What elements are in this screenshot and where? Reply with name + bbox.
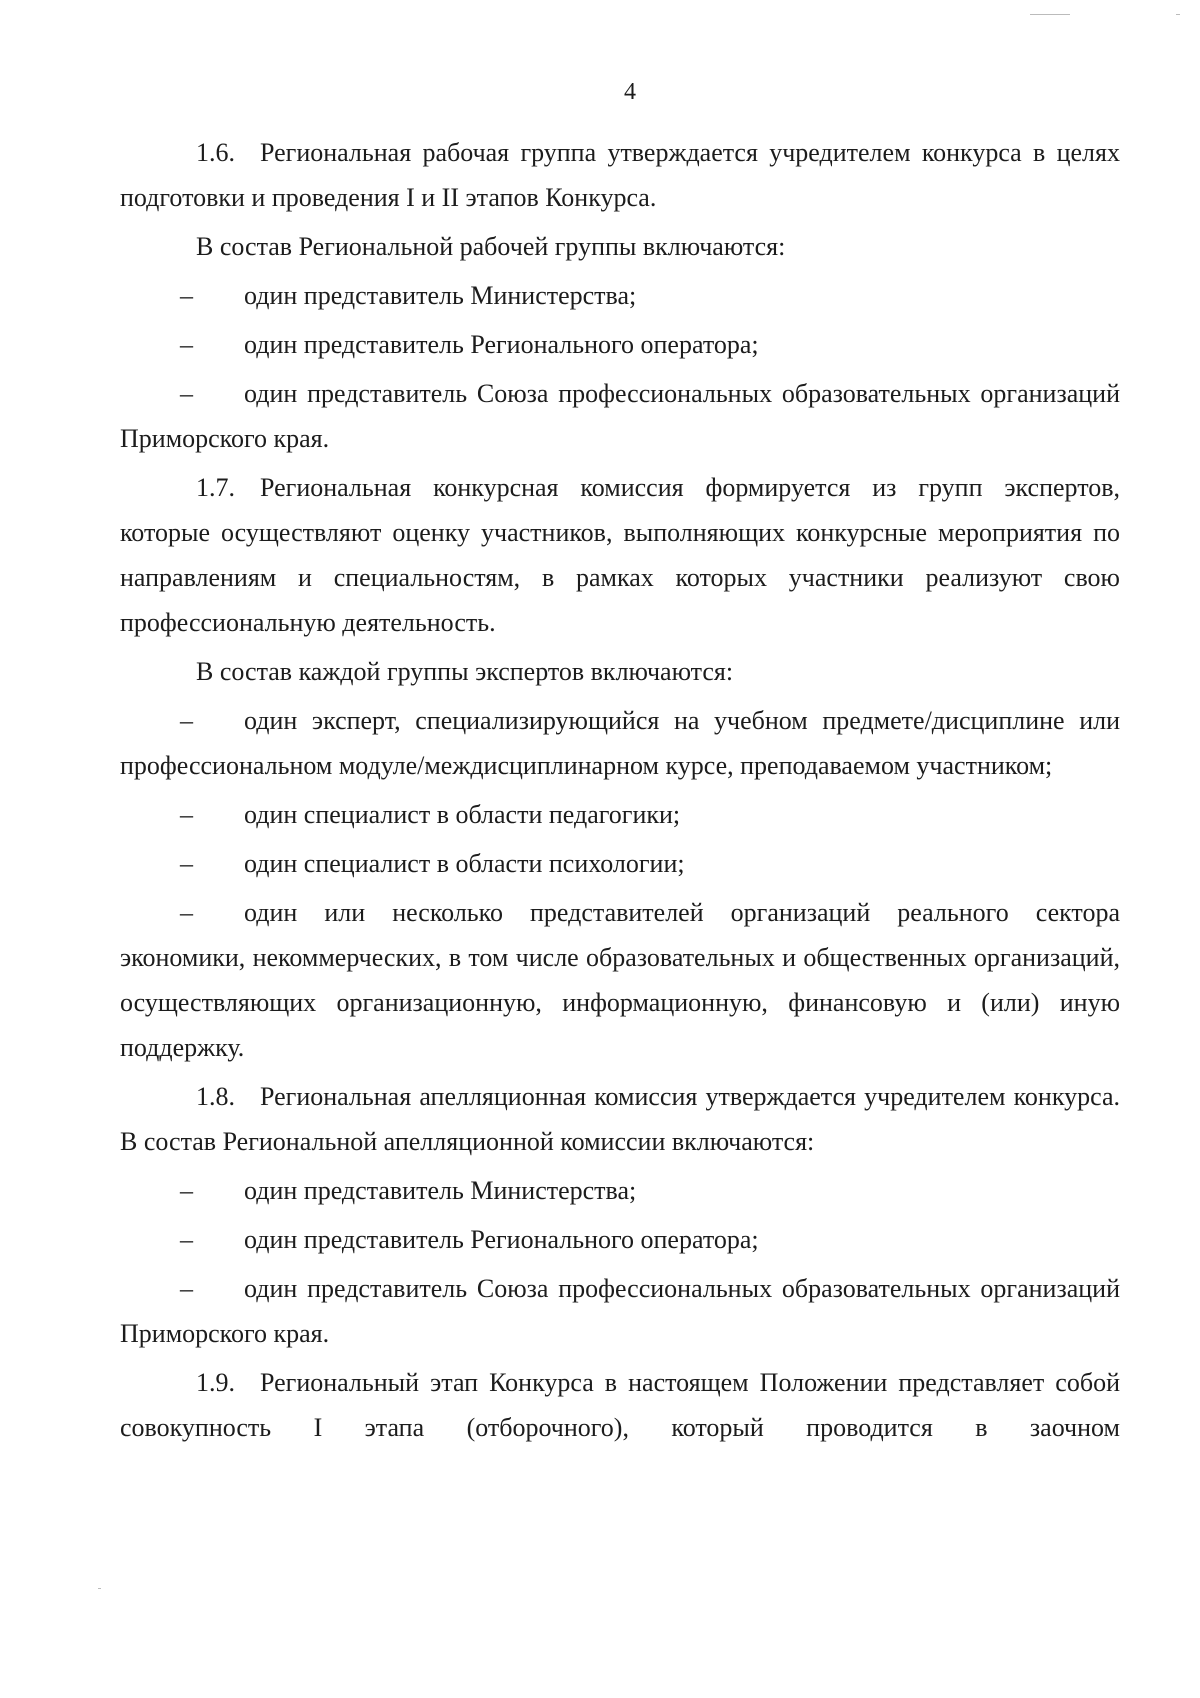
list-item xyxy=(120,890,1120,1070)
dash-marker: – xyxy=(180,849,193,878)
list-item xyxy=(120,1217,1120,1262)
document-body xyxy=(120,130,1120,1454)
paragraph-text: Региональная апелляционная комиссия утверждается учредителем конкурса. В состав Региональной апелляционной комиссии включаются: xyxy=(120,1082,1120,1156)
paragraph-1-8 xyxy=(120,1074,1120,1164)
dash-marker: – xyxy=(180,800,193,829)
list-item xyxy=(120,273,1120,318)
list-intro: В состав каждой группы экспертов включаются: xyxy=(196,657,734,686)
paragraph-1-6 xyxy=(120,130,1120,220)
list-item xyxy=(120,322,1120,367)
dash-marker: – xyxy=(180,898,193,927)
paragraph-number: 1.7. xyxy=(196,473,235,502)
dash-marker: – xyxy=(180,281,193,310)
list-item-text: один специалист в области педагогики; xyxy=(244,800,681,829)
paragraph-text: Региональный этап Конкурса в настоящем Положении представляет собой совокупность I этапа (отборочного), который проводится в заочном xyxy=(120,1368,1120,1442)
list-item-text: один представитель Союза профессиональных образовательных организаций Приморского края. xyxy=(120,379,1120,453)
list-item xyxy=(120,1168,1120,1213)
scan-mark xyxy=(98,1588,101,1589)
dash-marker: – xyxy=(180,1225,193,1254)
paragraph-number: 1.6. xyxy=(196,138,235,167)
dash-marker: – xyxy=(180,706,193,735)
list-item xyxy=(120,841,1120,886)
paragraph-number: 1.9. xyxy=(196,1368,235,1397)
list-item xyxy=(120,371,1120,461)
list-item xyxy=(120,1266,1120,1356)
scan-mark xyxy=(1030,14,1070,15)
list-item-text: один эксперт, специализирующийся на учебном предмете/дисциплине или профессиональном модуле/междисциплинарном курсе, преподаваемом участником; xyxy=(120,706,1120,780)
list-item-text: один представитель Министерства; xyxy=(244,281,637,310)
list-intro: В состав Региональной рабочей группы включаются: xyxy=(196,232,786,261)
page-number: 4 xyxy=(624,79,636,105)
paragraph-number: 1.8. xyxy=(196,1082,235,1111)
list-item xyxy=(120,792,1120,837)
dash-marker: – xyxy=(180,330,193,359)
paragraph-text: Региональная рабочая группа утверждается учредителем конкурса в целях подготовки и проведения I и II этапов Конкурса. xyxy=(120,138,1120,212)
list-item-text: один представитель Союза профессиональных образовательных организаций Приморского края. xyxy=(120,1274,1120,1348)
list-item xyxy=(120,698,1120,788)
paragraph-1-9 xyxy=(120,1360,1120,1450)
dash-marker: – xyxy=(180,379,193,408)
paragraph-text: Региональная конкурсная комиссия формируется из групп экспертов, которые осуществляют оценку участников, выполняющих конкурсные мероприятия по направлениям и специальностям, в рамках которых участники реализуют свою профессиональную деятельность. xyxy=(120,473,1120,637)
list-item-text: один или несколько представителей организаций реального сектора экономики, некоммерческих, в том числе образовательных и общественных организаций, осуществляющих организационную, информационную, финансовую и (или) иную поддержку. xyxy=(120,898,1120,1062)
paragraph-1-7 xyxy=(120,465,1120,645)
list-item-text: один представитель Регионального оператора; xyxy=(244,1225,759,1254)
list-item-text: один представитель Министерства; xyxy=(244,1176,637,1205)
list-item-text: один представитель Регионального оператора; xyxy=(244,330,759,359)
scan-mark xyxy=(1176,14,1180,15)
list-item-text: один специалист в области психологии; xyxy=(244,849,685,878)
dash-marker: – xyxy=(180,1274,193,1303)
dash-marker: – xyxy=(180,1176,193,1205)
